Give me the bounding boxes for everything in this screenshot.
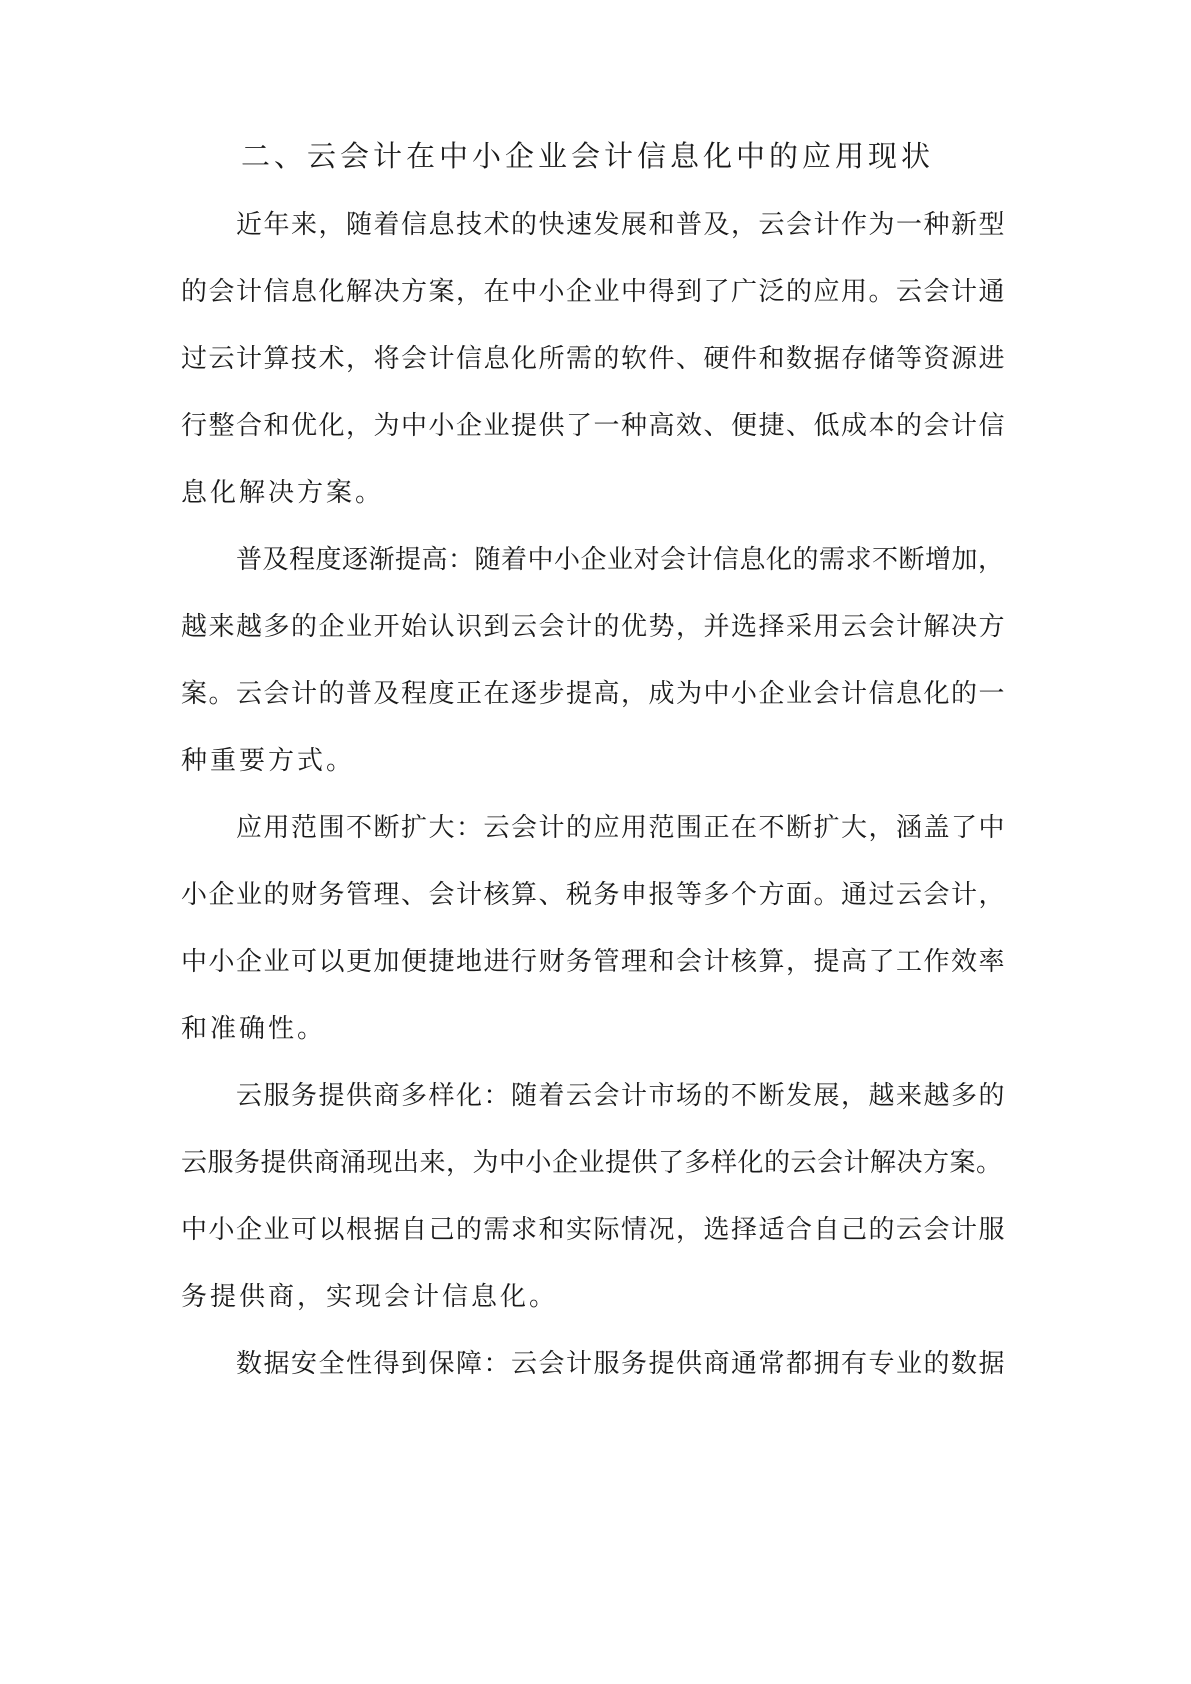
paragraph-1-line-5: 息化解决方案。 bbox=[181, 478, 385, 508]
paragraph-2-line-1: 普及程度逐渐提高：随着中小企业对会计信息化的需求不断增加， bbox=[236, 545, 1005, 575]
paragraph-3-line-4: 和准确性。 bbox=[181, 1014, 327, 1044]
paragraph-2-line-4: 种重要方式。 bbox=[181, 746, 356, 776]
paragraph-5-line-1: 数据安全性得到保障：云会计服务提供商通常都拥有专业的数据 bbox=[236, 1349, 1007, 1379]
paragraph-1-line-4: 行整合和优化，为中小企业提供了一种高效、便捷、低成本的会计信 bbox=[181, 411, 1007, 441]
paragraph-3-line-1: 应用范围不断扩大：云会计的应用范围正在不断扩大，涵盖了中 bbox=[236, 813, 1007, 843]
paragraph-2-line-3: 案。云会计的普及程度正在逐步提高，成为中小企业会计信息化的一 bbox=[181, 679, 1007, 709]
section-title: 二、云会计在中小企业会计信息化中的应用现状 bbox=[241, 139, 935, 173]
paragraph-2-line-2: 越来越多的企业开始认识到云会计的优势，并选择采用云会计解决方 bbox=[181, 612, 1007, 642]
paragraph-4-line-1: 云服务提供商多样化：随着云会计市场的不断发展，越来越多的 bbox=[236, 1081, 1007, 1111]
paragraph-1-line-1: 近年来，随着信息技术的快速发展和普及，云会计作为一种新型 bbox=[236, 210, 1007, 240]
paragraph-1-line-2: 的会计信息化解决方案，在中小企业中得到了广泛的应用。云会计通 bbox=[181, 277, 1007, 307]
paragraph-4-line-3: 中小企业可以根据自己的需求和实际情况，选择适合自己的云会计服 bbox=[181, 1215, 1007, 1245]
paragraph-4-line-4: 务提供商，实现会计信息化。 bbox=[181, 1282, 559, 1312]
paragraph-1-line-3: 过云计算技术，将会计信息化所需的软件、硬件和数据存储等资源进 bbox=[181, 344, 1007, 374]
paragraph-3-line-3: 中小企业可以更加便捷地进行财务管理和会计核算，提高了工作效率 bbox=[181, 947, 1007, 977]
paragraph-3-line-2: 小企业的财务管理、会计核算、税务申报等多个方面。通过云会计， bbox=[181, 880, 1007, 910]
paragraph-4-line-2: 云服务提供商涌现出来，为中小企业提供了多样化的云会计解决方案。 bbox=[181, 1148, 1003, 1178]
